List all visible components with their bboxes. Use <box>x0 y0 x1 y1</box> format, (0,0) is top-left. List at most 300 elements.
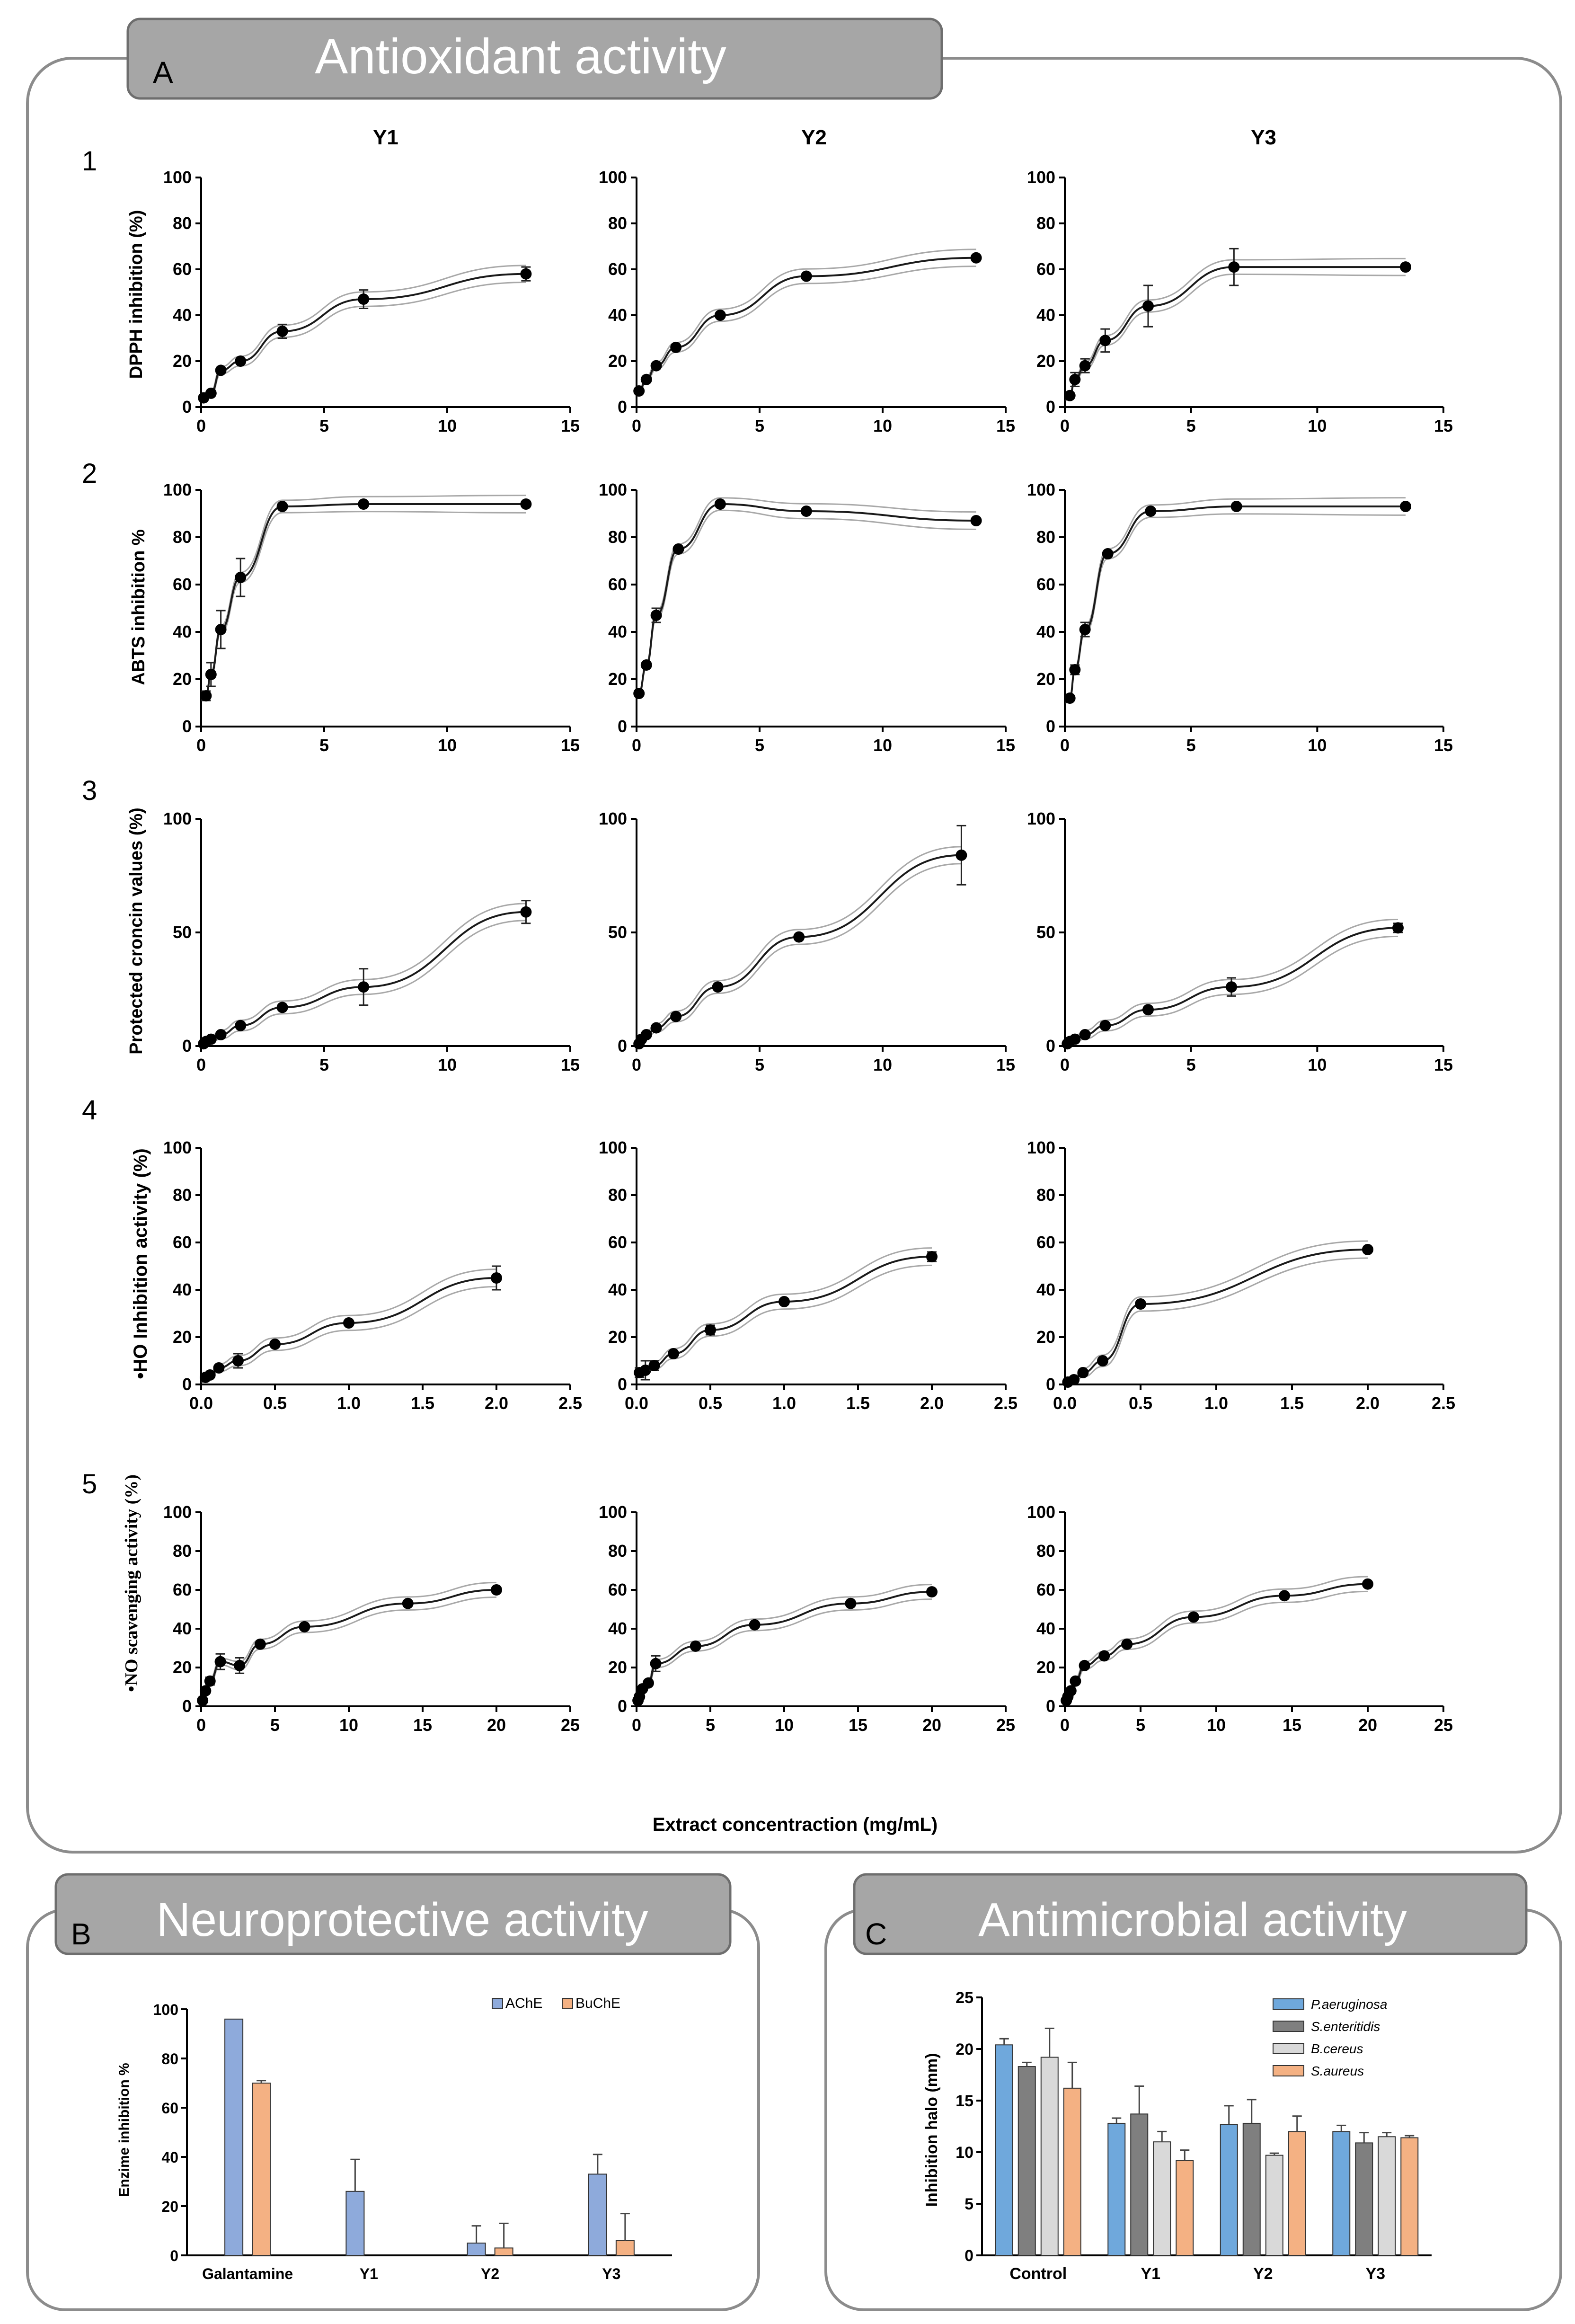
x-tick-label: 10 <box>774 1715 794 1735</box>
plot-series <box>1062 1241 1373 1388</box>
data-point <box>520 498 531 510</box>
x-tick-label: 15 <box>560 1055 580 1074</box>
x-tick-label: 2.5 <box>1431 1393 1456 1413</box>
y-tick-label: 20 <box>1036 669 1055 689</box>
plot-series <box>1064 498 1411 704</box>
y-tick-label: 40 <box>1036 622 1055 641</box>
y-tick-label: 0 <box>182 717 192 736</box>
category-label: Y3 <box>602 2265 621 2282</box>
y-tick-label: 40 <box>172 305 192 325</box>
panel-b-ylabel: Enzime inhibition % <box>116 2063 132 2197</box>
legend-swatch <box>1273 1999 1304 2009</box>
x-tick-label: 5 <box>754 1055 765 1074</box>
y-tick-label: 60 <box>1036 259 1055 279</box>
y-tick-label: 80 <box>608 1185 627 1205</box>
data-point <box>1135 1298 1146 1310</box>
data-point <box>358 293 369 305</box>
data-point <box>926 1251 938 1262</box>
y-tick-label: 100 <box>163 1138 192 1157</box>
y-tick-label: 60 <box>608 575 627 594</box>
x-tick-label: 25 <box>996 1715 1016 1735</box>
y-tick-label: 50 <box>172 923 192 942</box>
fit-line <box>1065 506 1406 703</box>
data-point <box>668 1348 679 1359</box>
y-tick-label: 20 <box>956 2040 973 2058</box>
bar <box>616 2241 634 2255</box>
plot-axes <box>599 1138 1018 1413</box>
x-tick-label: 0.5 <box>698 1393 723 1413</box>
x-tick-label: 25 <box>560 1715 580 1735</box>
row-ylabel: •NO scavenging activity (%) <box>122 1474 142 1692</box>
x-tick-label: 0 <box>1060 736 1070 755</box>
data-point <box>1228 261 1239 273</box>
legend-label: AChE <box>505 1996 543 2011</box>
y-tick-label: 40 <box>172 1619 192 1638</box>
plot-axes <box>599 809 1015 1074</box>
data-point <box>1400 501 1411 512</box>
data-point <box>235 572 246 583</box>
data-point <box>1099 335 1111 346</box>
row-label: 2 <box>82 458 97 489</box>
data-point <box>1400 261 1411 273</box>
data-point <box>232 1355 244 1366</box>
category-label: Control <box>1009 2265 1067 2283</box>
x-tick-label: 10 <box>873 736 893 755</box>
data-point <box>200 690 212 701</box>
plot-axes <box>163 1502 580 1735</box>
y-tick-label: 100 <box>163 480 192 499</box>
y-tick-label: 40 <box>172 622 192 641</box>
data-point <box>269 1339 281 1350</box>
data-point <box>277 1002 288 1013</box>
y-tick-label: 0 <box>617 717 627 736</box>
y-tick-label: 40 <box>608 1280 627 1299</box>
data-point <box>705 1324 716 1336</box>
bar <box>1221 2124 1238 2255</box>
data-point <box>1070 1676 1081 1687</box>
x-tick-label: 5 <box>1135 1715 1146 1735</box>
y-tick-label: 20 <box>172 669 192 689</box>
x-tick-label: 1.5 <box>846 1393 870 1413</box>
plot-series <box>633 825 967 1049</box>
y-tick-label: 100 <box>598 809 627 828</box>
legend-label: S.enteritidis <box>1311 2019 1380 2034</box>
y-tick-label: 60 <box>172 259 192 279</box>
y-tick-label: 0 <box>1045 1696 1055 1716</box>
x-tick-label: 20 <box>487 1715 506 1735</box>
y-tick-label: 40 <box>172 1280 192 1299</box>
data-point <box>1279 1590 1290 1601</box>
data-point <box>1362 1579 1373 1590</box>
bar <box>1333 2131 1350 2255</box>
y-tick-label: 100 <box>1026 168 1055 187</box>
y-tick-label: 20 <box>608 1658 627 1677</box>
x-tick-label: 0 <box>631 416 642 435</box>
bar <box>1153 2142 1170 2255</box>
x-tick-label: 15 <box>1433 736 1453 755</box>
plot-series <box>1061 1577 1373 1706</box>
data-point <box>205 1034 217 1045</box>
y-tick-label: 20 <box>1036 351 1055 371</box>
y-tick-label: 60 <box>161 2100 178 2117</box>
category-label: Y2 <box>481 2265 500 2282</box>
y-tick-label: 20 <box>608 351 627 371</box>
y-tick-label: 10 <box>956 2144 973 2162</box>
category-label: Y1 <box>1141 2265 1161 2283</box>
data-point <box>793 931 805 943</box>
x-tick-label: 10 <box>1206 1715 1226 1735</box>
x-tick-label: 5 <box>319 736 329 755</box>
y-tick-label: 100 <box>1026 480 1055 499</box>
data-point <box>1097 1355 1108 1366</box>
bar <box>225 2019 243 2255</box>
fit-line <box>201 504 526 701</box>
y-tick-label: 80 <box>608 213 627 233</box>
panel-a-title: Antioxidant activity <box>315 29 726 84</box>
plot-axes <box>1027 1502 1453 1735</box>
data-point <box>234 1660 245 1671</box>
data-point <box>641 1029 652 1040</box>
x-tick-label: 0.0 <box>1053 1393 1077 1413</box>
y-tick-label: 40 <box>1036 305 1055 325</box>
y-tick-label: 0 <box>964 2247 973 2265</box>
x-tick-label: 2.0 <box>1355 1393 1380 1413</box>
panel-c-ylabel: Inhibition halo (mm) <box>923 2053 941 2207</box>
y-tick-label: 100 <box>163 1502 192 1522</box>
x-tick-label: 0 <box>196 1715 206 1735</box>
x-tick-label: 5 <box>754 416 765 435</box>
confidence-band-lower <box>201 1286 496 1382</box>
x-tick-label: 2.5 <box>993 1393 1018 1413</box>
y-tick-label: 20 <box>1036 1658 1055 1677</box>
y-tick-label: 20 <box>1036 1327 1055 1347</box>
data-point <box>1098 1650 1110 1661</box>
confidence-band-lower <box>1065 1258 1368 1384</box>
y-tick-label: 100 <box>153 2001 178 2018</box>
data-point <box>520 906 531 918</box>
bar <box>589 2174 607 2255</box>
confidence-band-upper <box>1065 258 1406 400</box>
y-tick-label: 40 <box>608 1619 627 1638</box>
data-point <box>235 355 246 367</box>
plot-series <box>633 498 982 699</box>
x-tick-label: 0 <box>631 1715 642 1735</box>
data-point <box>712 981 724 993</box>
x-tick-label: 1.0 <box>1204 1393 1229 1413</box>
confidence-band-lower <box>201 512 526 701</box>
bar <box>1018 2067 1035 2255</box>
x-tick-label: 1.5 <box>1280 1393 1304 1413</box>
fit-line <box>1065 267 1406 400</box>
data-point <box>1069 664 1080 675</box>
category-label: Y2 <box>1253 2265 1273 2283</box>
data-point <box>1102 548 1114 559</box>
x-tick-label: 10 <box>437 1055 457 1074</box>
y-tick-label: 0 <box>617 1375 627 1394</box>
x-tick-label: 15 <box>413 1715 433 1735</box>
legend-label: BuChE <box>575 1996 621 2011</box>
y-tick-label: 60 <box>172 575 192 594</box>
y-tick-label: 80 <box>161 2050 178 2067</box>
y-tick-label: 0 <box>1045 1375 1055 1394</box>
plot-axes <box>599 168 1015 435</box>
plot-series <box>634 1248 938 1380</box>
data-point <box>205 388 217 399</box>
column-header: Y3 <box>1251 126 1276 149</box>
x-tick-label: 0.5 <box>1128 1393 1153 1413</box>
data-point <box>402 1598 414 1609</box>
data-point <box>491 1584 502 1596</box>
y-tick-label: 100 <box>163 168 192 187</box>
x-tick-label: 15 <box>560 416 580 435</box>
data-point <box>651 610 662 621</box>
x-tick-label: 15 <box>996 736 1016 755</box>
x-tick-label: 0 <box>196 416 206 435</box>
plot-series <box>633 249 982 397</box>
confidence-band-upper <box>1065 498 1406 703</box>
data-point <box>255 1639 266 1650</box>
y-tick-label: 80 <box>172 1541 192 1561</box>
confidence-band-upper <box>1065 1577 1368 1704</box>
y-tick-label: 100 <box>1026 1502 1055 1522</box>
data-point <box>1142 1004 1154 1015</box>
data-point <box>1068 1374 1079 1385</box>
column-header: Y2 <box>801 126 827 149</box>
plot-series <box>198 901 531 1049</box>
x-tick-label: 0.0 <box>189 1393 213 1413</box>
panel-b-frame <box>27 1910 759 2310</box>
y-tick-label: 80 <box>172 1185 192 1205</box>
plot-series <box>632 1585 938 1706</box>
x-tick-label: 5 <box>270 1715 280 1735</box>
plot-series <box>200 1266 502 1383</box>
y-tick-label: 25 <box>956 1989 973 2007</box>
y-tick-label: 0 <box>182 397 192 417</box>
bar <box>1108 2123 1125 2255</box>
data-point <box>358 498 369 510</box>
data-point <box>1069 374 1080 385</box>
data-point <box>1069 1034 1080 1045</box>
y-tick-label: 15 <box>956 2092 973 2110</box>
y-tick-label: 0 <box>170 2247 178 2264</box>
panel-c-legend <box>1273 1997 1387 2078</box>
y-tick-label: 50 <box>608 923 627 942</box>
x-tick-label: 0 <box>1060 1055 1070 1074</box>
bar <box>1131 2114 1148 2255</box>
y-tick-label: 80 <box>172 527 192 547</box>
row-ylabel: ABTS inhibition % <box>129 529 149 685</box>
data-point <box>715 498 726 510</box>
y-tick-label: 40 <box>1036 1619 1055 1638</box>
x-tick-label: 0.5 <box>263 1393 287 1413</box>
data-point <box>651 360 662 372</box>
data-point <box>1362 1244 1373 1255</box>
data-point <box>1121 1639 1133 1650</box>
data-point <box>801 506 812 517</box>
row-label: 5 <box>82 1469 97 1499</box>
panel-a-letter: A <box>153 55 173 89</box>
x-tick-label: 15 <box>1433 416 1453 435</box>
data-point <box>1079 624 1091 635</box>
bar <box>1378 2137 1395 2255</box>
x-tick-label: 1.0 <box>336 1393 361 1413</box>
confidence-band-lower <box>201 1597 496 1704</box>
y-tick-label: 50 <box>1036 923 1055 942</box>
data-point <box>1231 501 1242 512</box>
legend-swatch-ache <box>492 1998 503 2009</box>
y-tick-label: 60 <box>1036 1233 1055 1252</box>
data-point <box>1392 922 1404 933</box>
y-tick-label: 60 <box>172 1580 192 1599</box>
fit-line <box>1065 1250 1368 1384</box>
confidence-band-upper <box>637 1585 932 1704</box>
data-point <box>277 501 288 512</box>
y-tick-label: 20 <box>172 351 192 371</box>
x-tick-label: 0.0 <box>624 1393 649 1413</box>
x-tick-label: 15 <box>1433 1055 1453 1074</box>
y-tick-label: 80 <box>1036 527 1055 547</box>
data-point <box>633 385 645 397</box>
bar <box>1176 2160 1193 2255</box>
data-point <box>491 1272 502 1284</box>
data-point <box>670 1011 681 1022</box>
y-tick-label: 100 <box>1026 809 1055 828</box>
data-point <box>650 1658 662 1669</box>
data-point <box>672 543 684 555</box>
confidence-band-lower <box>637 864 961 1046</box>
x-tick-label: 2.5 <box>558 1393 583 1413</box>
data-point <box>779 1296 790 1307</box>
x-tick-label: 1.0 <box>772 1393 796 1413</box>
y-tick-label: 20 <box>161 2198 178 2215</box>
fit-line <box>637 855 961 1046</box>
x-tick-label: 5 <box>705 1715 716 1735</box>
column-header: Y1 <box>373 126 398 149</box>
x-tick-label: 15 <box>848 1715 868 1735</box>
x-tick-label: 0 <box>1060 1715 1070 1735</box>
plot-series <box>198 266 531 404</box>
x-tick-label: 10 <box>1308 1055 1327 1074</box>
x-tick-label: 10 <box>1308 416 1327 435</box>
data-point <box>277 326 288 337</box>
x-tick-label: 5 <box>1186 416 1196 435</box>
y-tick-label: 40 <box>1036 1280 1055 1299</box>
row-ylabel: DPPH inhibition (%) <box>126 210 146 379</box>
x-tick-label: 10 <box>873 1055 893 1074</box>
bar <box>495 2248 513 2255</box>
legend-label: P.aeruginosa <box>1311 1997 1388 2012</box>
x-tick-label: 15 <box>1282 1715 1302 1735</box>
y-tick-label: 80 <box>608 527 627 547</box>
fit-line <box>637 504 976 698</box>
data-point <box>200 1685 211 1696</box>
bar <box>252 2083 270 2255</box>
y-tick-label: 100 <box>598 1138 627 1157</box>
y-tick-label: 5 <box>964 2195 973 2213</box>
y-tick-label: 100 <box>163 809 192 828</box>
x-tick-label: 10 <box>339 1715 359 1735</box>
data-point <box>205 669 217 680</box>
y-tick-label: 60 <box>608 1233 627 1252</box>
data-point <box>1077 1367 1088 1378</box>
fit-line <box>637 1592 932 1704</box>
bar-chart <box>153 2001 672 2282</box>
x-tick-label: 15 <box>996 1055 1016 1074</box>
bar <box>346 2191 364 2255</box>
x-tick-label: 5 <box>319 416 329 435</box>
data-point <box>343 1317 354 1329</box>
data-point <box>715 310 726 321</box>
data-point <box>651 1022 662 1034</box>
x-tick-label: 5 <box>754 736 765 755</box>
legend-label: B.cereus <box>1311 2041 1363 2056</box>
y-tick-label: 100 <box>598 168 627 187</box>
x-tick-label: 10 <box>437 416 457 435</box>
data-point <box>1226 981 1237 993</box>
y-tick-label: 80 <box>1036 1185 1055 1205</box>
confidence-band-lower <box>637 510 976 698</box>
x-tick-label: 5 <box>1186 1055 1196 1074</box>
x-tick-label: 0 <box>196 736 206 755</box>
panel-b-letter: B <box>71 1917 91 1951</box>
bar <box>1266 2155 1283 2255</box>
row-ylabel: •HO Inhibition activity (%) <box>130 1148 151 1379</box>
data-point <box>1064 692 1076 704</box>
x-tick-label: 5 <box>1186 736 1196 755</box>
panel-b-title: Neuroprotective activity <box>156 1893 648 1946</box>
panel-a-tab <box>128 19 942 98</box>
data-point <box>648 1360 660 1371</box>
y-tick-label: 40 <box>608 622 627 641</box>
row-label: 1 <box>82 146 97 177</box>
y-tick-label: 0 <box>1045 717 1055 736</box>
bar <box>996 2045 1013 2255</box>
y-tick-label: 20 <box>172 1658 192 1677</box>
fit-line <box>201 1590 496 1704</box>
y-tick-label: 0 <box>617 397 627 417</box>
plot-series <box>197 1583 502 1706</box>
row-label: 4 <box>82 1095 97 1126</box>
confidence-band-upper <box>201 1583 496 1704</box>
data-point <box>1142 301 1154 312</box>
y-tick-label: 100 <box>598 1502 627 1522</box>
data-point <box>956 850 967 861</box>
y-tick-label: 0 <box>182 1375 192 1394</box>
bar <box>1243 2123 1260 2255</box>
x-tick-label: 1.5 <box>410 1393 435 1413</box>
x-tick-label: 0 <box>631 736 642 755</box>
data-point <box>215 624 227 635</box>
bar <box>1401 2138 1418 2255</box>
confidence-band-lower <box>1065 514 1406 703</box>
y-tick-label: 0 <box>617 1696 627 1716</box>
category-label: Y3 <box>1365 2265 1386 2283</box>
row-ylabel: Protected croncin values (%) <box>126 807 146 1055</box>
y-tick-label: 80 <box>1036 1541 1055 1561</box>
y-tick-label: 60 <box>608 1580 627 1599</box>
x-tick-label: 15 <box>560 736 580 755</box>
data-point <box>643 1677 654 1689</box>
data-point <box>641 374 652 385</box>
y-tick-label: 80 <box>1036 213 1055 233</box>
x-tick-label: 10 <box>1308 736 1327 755</box>
data-point <box>971 252 982 264</box>
data-point <box>1188 1611 1199 1623</box>
x-tick-label: 15 <box>996 416 1016 435</box>
bar <box>1289 2131 1306 2255</box>
y-tick-label: 0 <box>182 1696 192 1716</box>
plot-series <box>1064 248 1411 401</box>
